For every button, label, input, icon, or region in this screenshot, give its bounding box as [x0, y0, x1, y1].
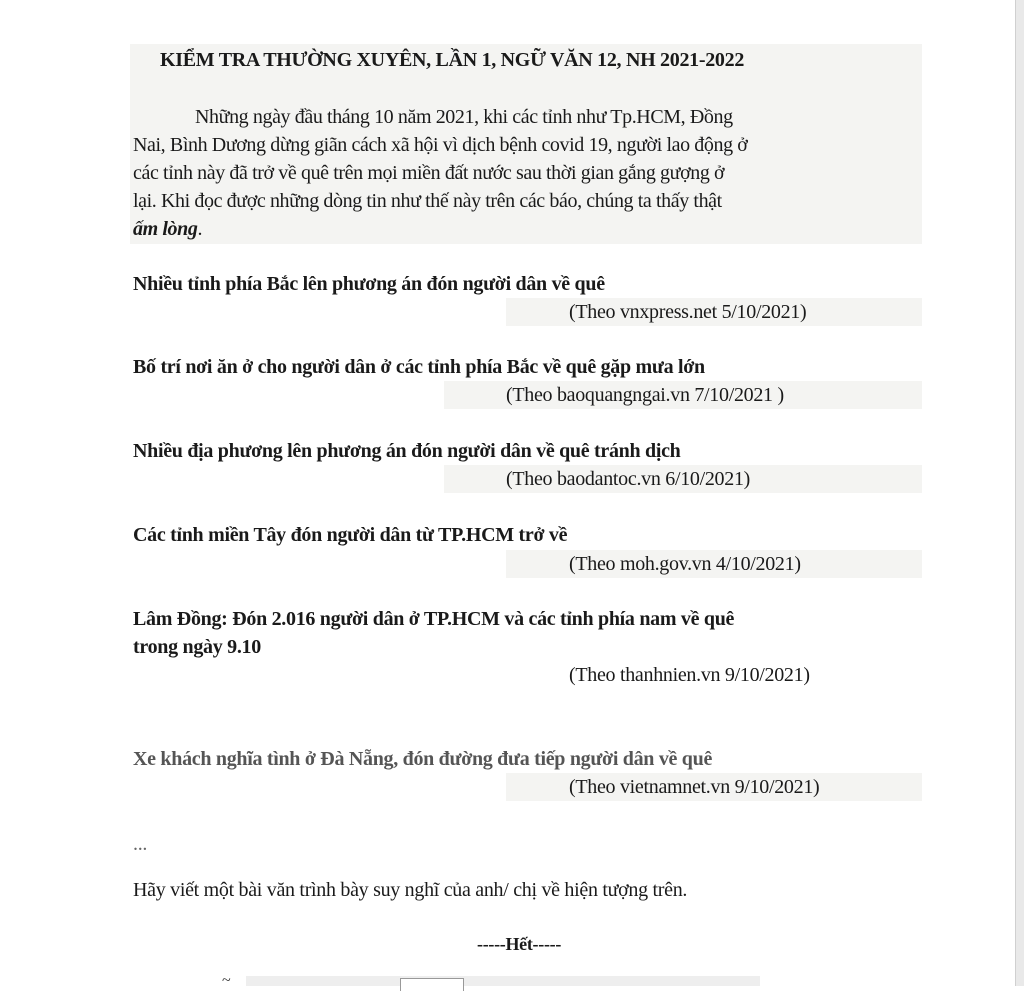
- intro-line: Những ngày đầu tháng 10 năm 2021, khi các tỉnh như Tp.HCM, Đồng: [195, 106, 733, 128]
- footer-box: [400, 978, 464, 991]
- intro-line-last: [133, 215, 923, 243]
- news-headline-5-line-2: trong ngày 9.10: [133, 636, 261, 658]
- news-source-2: (Theo baoquangngai.vn 7/10/2021 ): [506, 384, 784, 406]
- news-headline-5-line-1: Lâm Đồng: Đón 2.016 người dân ở TP.HCM và các tỉnh phía nam về quê: [133, 608, 735, 630]
- news-source-3: (Theo baodantoc.vn 6/10/2021): [506, 468, 751, 490]
- footer-bar: [246, 976, 760, 986]
- news-headline-3: Nhiều địa phương lên phương án đón người dân về quê tránh dịch: [133, 440, 681, 462]
- news-headline-1: Nhiều tỉnh phía Bắc lên phương án đón người dân về quê: [133, 273, 605, 295]
- news-source-1: (Theo vnxpress.net 5/10/2021): [569, 301, 807, 323]
- ellipsis: ...: [133, 833, 148, 855]
- intro-end-punct: .: [197, 218, 203, 240]
- emphasis-text: ấm lòng: [133, 218, 198, 240]
- news-headline-4: Các tỉnh miền Tây đón người dân từ TP.HCM trở về: [133, 524, 568, 546]
- intro-line: các tỉnh này đã trở về quê trên mọi miền đất nước sau thời gian gắng gượng ở: [133, 162, 725, 184]
- news-source-6: (Theo vietnamnet.vn 9/10/2021): [569, 776, 820, 798]
- page-title: KIỂM TRA THƯỜNG XUYÊN, LẦN 1, NGỮ VĂN 12, NH 2021-2022: [160, 49, 745, 71]
- vertical-scrollbar[interactable]: [1015, 0, 1024, 986]
- footer-glyph: ~: [222, 972, 231, 989]
- intro-line: Nai, Bình Dương dừng giãn cách xã hội vì dịch bệnh covid 19, người lao động ở: [133, 134, 748, 156]
- news-headline-2: Bố trí nơi ăn ở cho người dân ở các tỉnh phía Bắc về quê gặp mưa lớn: [133, 356, 705, 378]
- intro-line: lại. Khi đọc được những dòng tin như thế này trên các báo, chúng ta thấy thật: [133, 190, 722, 212]
- news-source-4: (Theo moh.gov.vn 4/10/2021): [569, 553, 801, 575]
- news-source-5: (Theo thanhnien.vn 9/10/2021): [569, 664, 810, 686]
- end-mark: -----Hết-----: [477, 934, 562, 954]
- essay-question: Hãy viết một bài văn trình bày suy nghĩ của anh/ chị về hiện tượng trên.: [133, 879, 688, 901]
- news-headline-6: Xe khách nghĩa tình ở Đà Nẵng, đón đường đưa tiếp người dân về quê: [133, 748, 713, 770]
- intro-paragraph: [133, 103, 923, 243]
